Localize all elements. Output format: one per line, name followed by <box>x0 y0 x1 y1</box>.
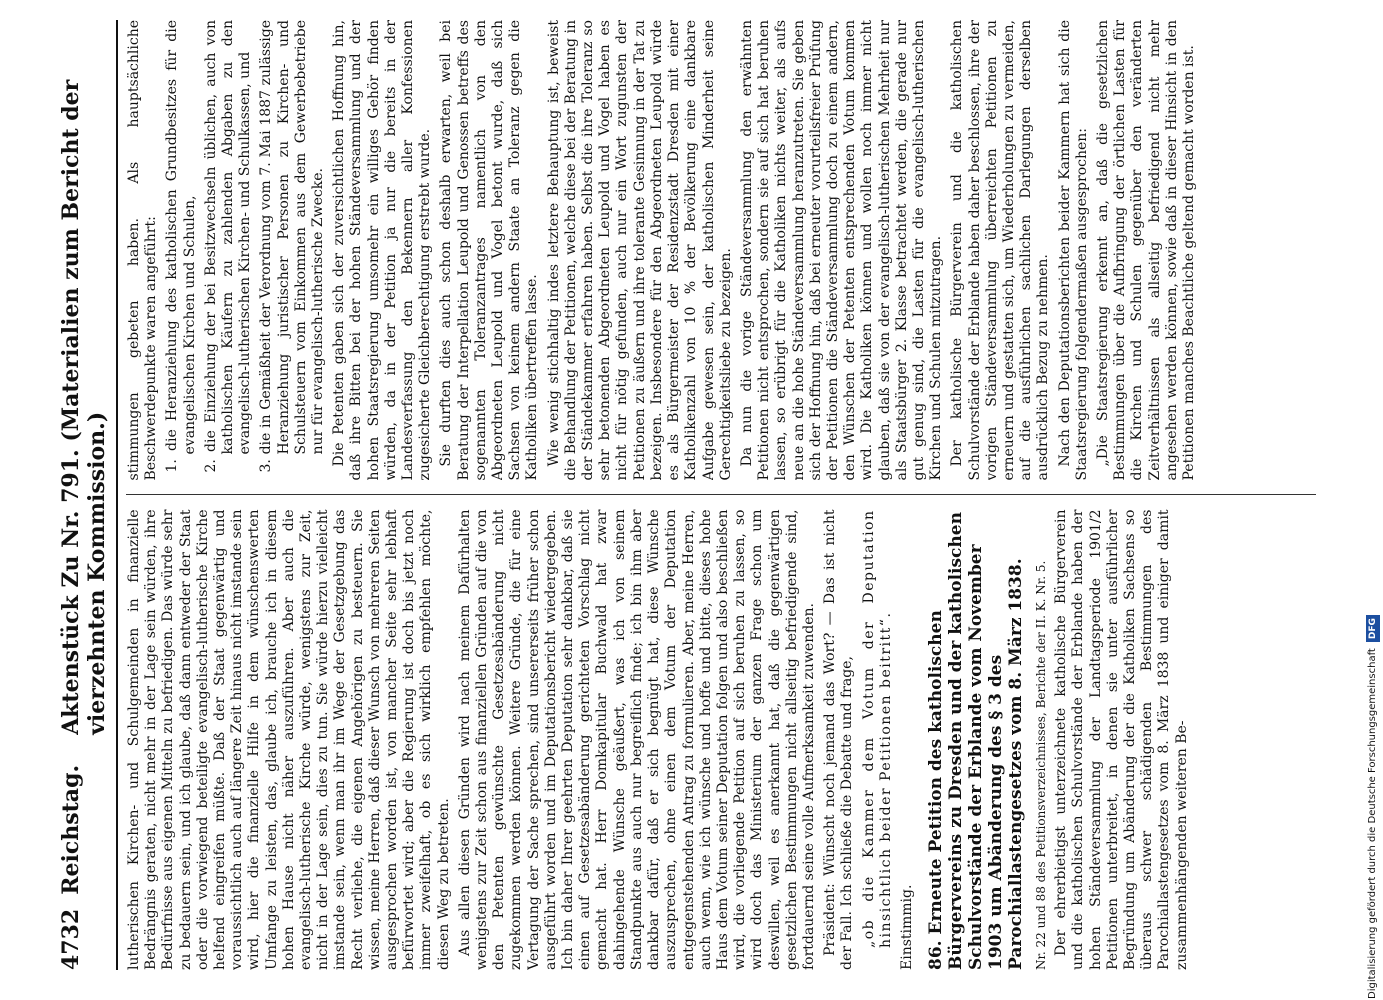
paragraph: Nach den Deputationsberichten beider Kammern hat sich die Staatsregierung folgendermaßen ausgesprochen: <box>1056 20 1090 481</box>
page-number: 4732 <box>58 908 84 970</box>
page-header <box>58 20 118 970</box>
quoted-question: „ob die Kammer dem Votum der Deputation hinsichtlich beider Petitionen beitritt“. <box>860 509 894 948</box>
paragraph: Der katholische Bürgerverein und die katholischen Schulvorstände der Erblande haben daher beschlossen, ihre der vorigen Ständeversammlung überreichten Petitionen zu erneuern und gestatten sich, um Wiederholungen zu vermeiden, auf die ausführlichen sachlichen Darlegungen derselben ausdrücklich Bezug zu nehmen. <box>949 20 1052 481</box>
list-item: 3. die in Gemäßheit der Verordnung vom 7. Mai 1887 zulässige Heranziehung juristischer Personen zu Kirchen- und Schulsteuern vom Einkommen aus dem Gewerbebetriebe nur für evangelisch-lutherische Zwecke. <box>258 20 327 473</box>
dfg-logo: DFG <box>1366 615 1380 642</box>
dfg-sidebar <box>1365 4 1381 999</box>
quoted-statement: „Die Staatsregierung erkennt an, daß die gesetzlichen Bestimmungen über die Aufbringung der örtlichen Lasten für die Kirchen und Schulen gegenüber den veränderten Zeitverhältnissen als allseitig befriedigend nicht mehr angesehen werden können, sowie daß in dieser Hinsicht in den Petitionen manches Beachtliche geltend gemacht worden ist. <box>1094 20 1197 481</box>
source-note: Nr. 22 und 88 des Petitionsverzeichnisses, Berichte der II. K. Nr. 5. <box>1034 560 1049 970</box>
list-item: 2. die Einziehung der bei Besitzwechseln üblichen, auch von katholischen Käufern zu zahlenden Abgaben zu den evangelisch-lutherischen Kirchen- und Schulkassen, und <box>202 20 254 473</box>
running-title: Aktenstück Zu Nr. 791. (Materialien zum Bericht der vierzehnten Kommission.) <box>58 79 110 735</box>
location-title: Reichstag. <box>58 764 84 895</box>
paragraph: Wie wenig stichhaltig indes letztere Behauptung ist, beweist die Behandlung der Petitionen, welche diese bei der Beratung in der Ständekammer erfahren haben. Selbst die ihre Toleranz so sehr betonenden Abgeordneten Leupold und Vogel haben es nicht für nötig gefunden, auch nur ein Wort zugunsten der Petitionen zu äußern und ihre tolerante Gesinnung in der Tat zu bezeigen. Insbesondere für den Abgeordneten Leupold würde es als Bürgermeister der Residenzstadt Dresden mit einer Katholikenzahl von 10 % der Bevölkerung eine dankbare Aufgabe gewesen sein, der katholischen Minderheit seine Gerechtigkeitsliebe zu bezeigen. <box>545 20 734 481</box>
paragraph: Aus allen diesen Gründen wird nach meinem Dafürhalten wenigstens zur Zeit schon aus finanziellen Gründen auf die von den Petenten gewünschte Gesetzesabänderung nicht zugekommen werden können. Weitere Gründe, die für eine Vertagung der Sache sprechen, sind unsererseits früher schon ausgeführt worden und im Deputationsbericht wiedergegeben. Ich bin daher Ihrer geehrten Deputation sehr dankbar, daß sie einen auf Gesetzesabänderung gerichteten Vorschlag nicht gemacht hat. Herr Domkapitular Buchwald hat zwar dahingehende Wünsche geäußert, was ich von seinem Standpunkte aus auch nur begreiflich finde; ich bin ihm aber dankbar dafür, daß er sich begnügt hat, diese Wünsche auszusprechen, ohne einen dem Votum der Deputation entgegenstehenden Antrag zu formulieren. Aber, meine Herren, auch wenn, wie ich wünsche und hoffe und bitte, dieses hohe Haus dem Votum seiner Deputation folgen und also beschließen wird, die vorliegende Petition auf sich beruhen zu lassen, so wird doch das Ministerium der ganzen Frage schon um deswillen, weil es anerkannt hat, daß die gegenwärtigen gesetzlichen Bestimmungen nicht allseitig befriedigende sind, fortdauernd seine volle Aufmerksamkeit zuwenden. <box>456 509 817 970</box>
right-column <box>126 20 1316 481</box>
column-divider <box>126 495 1316 496</box>
list-item: 1. die Heranziehung des katholischen Grundbesitzes für die evangelischen Kirchen und Schulen, <box>164 20 198 473</box>
vote-result: Einstimmig. <box>898 884 915 970</box>
paragraph: Sie durften dies auch schon deshalb erwarten, weil bei Beratung der Interpellation Leupold und Genossen betreffs des sogenannten Toleranzantrages namentlich von den Abgeordneten Leupold und Vogel betont wurde, daß sich Sachsen von keinem andern Staate an Toleranz gegen die Katholiken übertreffen lasse. <box>438 20 541 481</box>
left-column <box>126 510 1316 971</box>
paragraph: Die Petenten gaben sich der zuversichtlichen Hoffnung hin, daß ihre Bitten bei der hohen Ständeversammlung und der hohen Staatsregierung umsomehr ein williges Gehör finden würden, da in der Petition ja nur die bereits in der Landesverfassung den Bekennern aller Konfessionen zugesicherte Gleichberechtigung erstrebt wurde. <box>331 20 434 481</box>
paragraph: stimmungen gebeten haben. Als hauptsächliche Beschwerdepunkte waren angeführt: <box>126 20 160 481</box>
paragraph: Der ehrerbietigst unterzeichnete katholische Bürgerverein und die katholischen Schulvorstände der Erblande haben der hohen Ständeversammlung der Landtagsperiode 1901/2 Petitionen unterbreitet, in denen sie unter ausführlicher Begründung um Abänderung der die Katholiken Sachsens so überaus schwer schädigenden Bestimmungen des Parochiallastengesetzes vom 8. März 1838 und einiger damit zusammenhängenden weiteren Be- <box>1053 509 1190 970</box>
text-columns <box>126 20 1316 970</box>
dfg-credit: Digitalisierung gefördert durch die Deutsche Forschungsgemeinschaft <box>1367 648 1378 999</box>
president-speech: Präsident: Wünscht noch jemand das Wort? — Das ist nicht der Fall. Ich schließe die Debatte und frage, <box>822 509 856 970</box>
section-title: 86. Erneute Petition des katholischen Bürgervereins zu Dresden und der katholischen Schulvorstände der Erblande vom November 1903 um Abänderung des § 3 des Parochiallastengesetzes vom 8. März 1838. <box>926 512 1027 970</box>
paragraph: lutherischen Kirchen- und Schulgemeinden in finanzielle Bedrängnis geraten, nicht mehr in der Lage sein würden, ihre Bedürfnisse aus eigenen Mitteln zu befriedigen. Das würde sehr zu bedauern sein, und ich glaube, daß dann entweder der Staat oder die vorwiegend beteiligte evangelisch-lutherische Kirche helfend eingreifen müßte. Daß der Staat gegenwärtig und voraussichtlich auch auf längere Zeit hinaus nicht imstande sein wird, hier die finanzielle Hilfe in dem wünschenswerten Umfange zu leisten, das, glaube ich, brauche ich in diesem hohen Hause nicht näher auszuführen. Aber auch die evangelisch-lutherische Kirche würde, wenigstens zur Zeit, nicht in der Lage sein, dies zu tun. Sie würde hierzu vielleicht imstande sein, wenn man ihr im Wege der Gesetzgebung das Recht verliehe, die eigenen Angehörigen zu besteuern. Sie wissen, meine Herren, daß dieser Wunsch von mehreren Seiten ausgesprochen worden ist, von mancher Seite sehr lebhaft befürwortet wird; aber die Regierung ist doch bis jetzt noch immer zweifelhaft, ob es sich wirklich empfehlen möchte, diesen Weg zu betreten. <box>126 509 452 970</box>
paragraph: Da nun die vorige Ständeversammlung den erwähnten Petitionen nicht entsprochen, sondern sie auf sich hat beruhen lassen, so erübrigt für die Katholiken nichts weiter, als aufs neue an die hohe Ständeversammlung heranzutreten. Sie geben sich der Hoffnung hin, daß bei erneuter vorurteilsfreier Prüfung der Petitionen die Ständeversammlung doch zu einem andern, den Wünschen der Petenten entsprechenden Votum kommen wird. Die Katholiken können und wollen noch immer nicht glauben, daß sie von der evangelisch-lutherischen Mehrheit nur als Staatsbürger 2. Klasse betrachtet werden, die gerade nur gut genug sind, die Lasten für die evangelisch-lutherischen Kirchen und Schulen mitzutragen. <box>738 20 945 481</box>
